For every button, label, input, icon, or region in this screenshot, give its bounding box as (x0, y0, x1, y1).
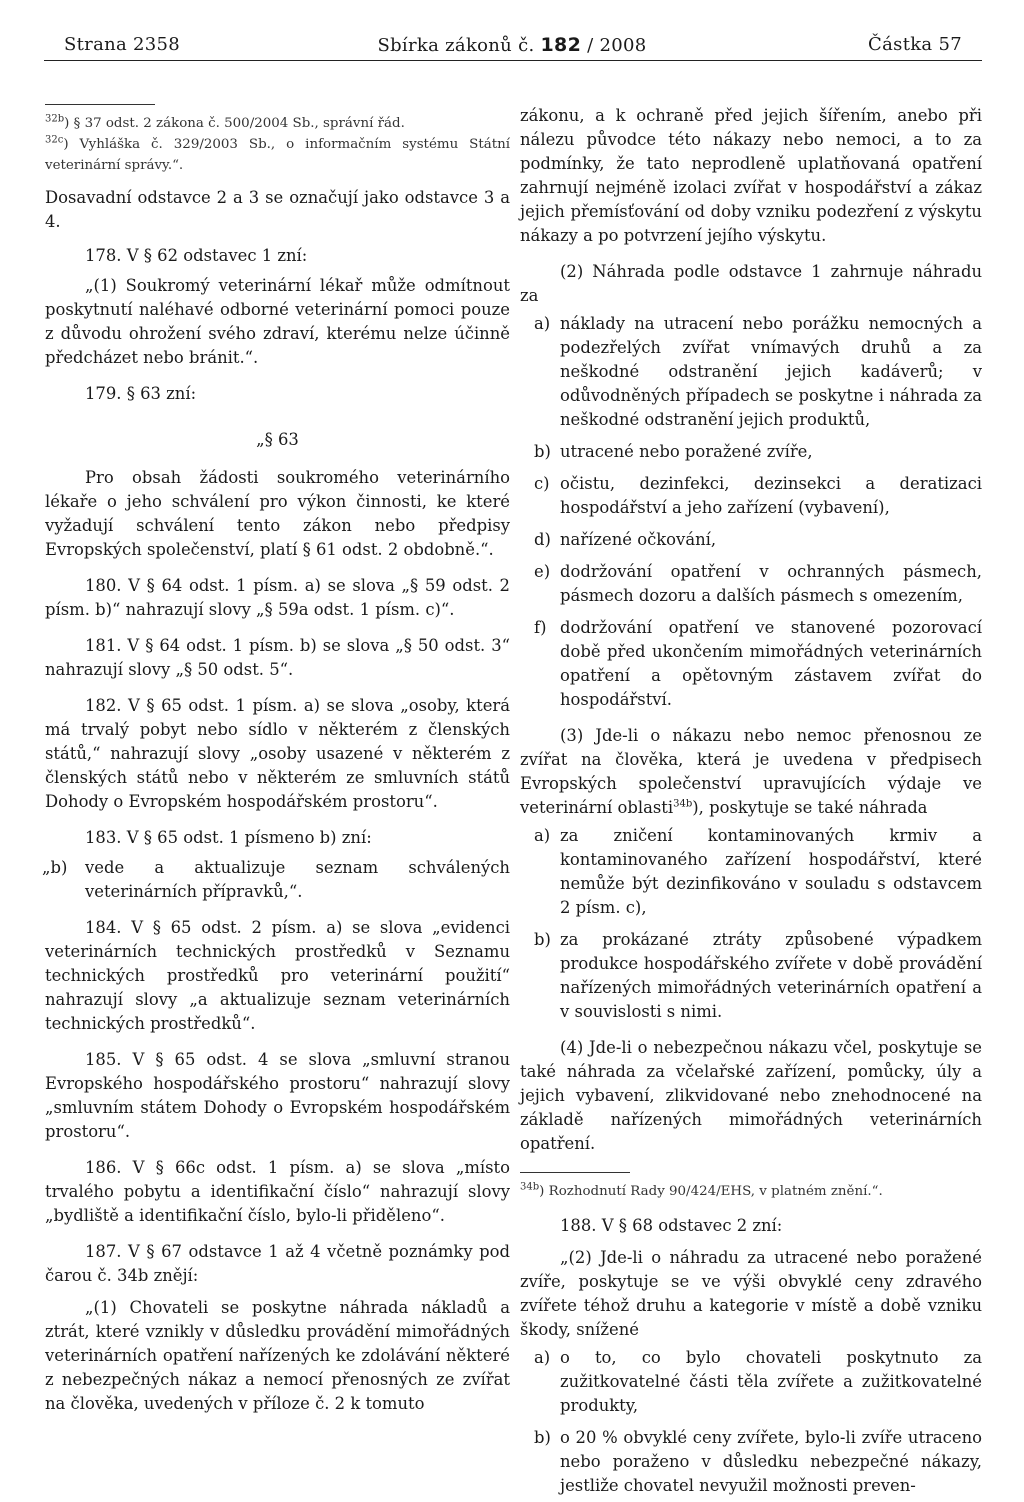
paragraph-continued: zákonu, a k ochraně před jejich šířením, anebo při nálezu původce této nákazy nebo nemoci, a to za podmínky, že tato neprodleně uplatňovaná opatření zahrnují nejméně izolaci zvířat v hospodářství a zákaz jejich přemísťování od doby vzniku podezření z výskytu nákazy a po potvrzení jejího výskytu. (520, 106, 982, 245)
footnote-divider (520, 1172, 630, 1173)
quote-paragraph: „(1) Soukromý veterinární lékař může odmítnout poskytnutí naléhavé odborné veterinární pomoci pouze z důvodu ohrožení svého zdraví, kterému nelze účinně předcházet nebo bránit.“. (45, 276, 510, 367)
page-number: Strana 2358 (64, 34, 181, 55)
footnote-mark: 34b (520, 1181, 540, 1193)
list-text: očistu, dezinfekci, dezinsekci a deratizaci hospodářství a jeho zařízení (vybavení), (560, 474, 982, 517)
collection-title (42, 34, 982, 56)
part-number: Částka 57 (868, 34, 962, 55)
list-text: dodržování opatření v ochranných pásmech, pásmech dozoru a dalších pásmech s omezením, (560, 562, 982, 605)
list-label: d) (534, 530, 551, 549)
amendment-184: 184. V § 65 odst. 2 písm. a) se slova „evidenci veterinárních technických prostředků v Seznamu technických prostředků pro veterinární použití“ nahrazují slovy „a aktualizuje seznam veterinárních technických prostředků“. (45, 918, 510, 1033)
footnote-mark: 32b (45, 113, 65, 125)
footnote-34b (520, 1181, 982, 1202)
list-label: a) (534, 314, 551, 333)
list-label: a) (534, 826, 551, 845)
list-label: c) (534, 474, 550, 493)
list-text: náklady na utracení nebo porážku nemocných a podezřelých zvířat vnímavých druhů a za neškodné odstranění jejich kadáverů; v odůvodněných případech se poskytne i náhrada za neškodné odstranění jejich produktů, (560, 314, 982, 429)
list-label: b) (534, 1428, 551, 1447)
list-item (520, 616, 982, 712)
list-label: a) (534, 1348, 551, 1367)
list-item (42, 856, 510, 904)
footnote-mark: 34b (673, 798, 693, 810)
footnote-divider (45, 104, 155, 105)
list-item (520, 312, 982, 432)
footnote-32b (45, 113, 510, 134)
page-header (42, 30, 982, 62)
list-label: „b) (42, 858, 68, 877)
list-text: utracené nebo poražené zvíře, (560, 442, 813, 461)
list-text: za prokázané ztráty způsobené výpadkem produkce hospodářského zvířete v době provádění nařízených mimořádných veterinárních opatření a v souvislosti s nimi. (560, 930, 982, 1021)
list-paragraph-2 (520, 312, 982, 712)
footnote-text: ) Rozhodnutí Rady 90/424/EHS, v platném znění.“. (539, 1184, 883, 1199)
left-column (42, 104, 510, 1416)
law-year: / 2008 (587, 35, 647, 56)
list-label: e) (534, 562, 551, 581)
paragraph-2: (2) Náhrada podle odstavce 1 zahrnuje náhradu za (520, 262, 982, 305)
paragraph-3 (520, 724, 982, 820)
paragraph-text: (3) Jde-li o nákazu nebo nemoc přenosnou ze zvířat na člověka, která je uvedena v předpisech Evropských společenství upravujících výdaje ve veterinární oblasti (520, 726, 982, 817)
amendment-180: 180. V § 64 odst. 1 písm. a) se slova „§ 59 odst. 2 písm. b)“ nahrazují slovy „§ 59a odst. 1 písm. c)“. (45, 576, 510, 619)
list-item (520, 1346, 982, 1418)
list-text: o to, co bylo chovateli poskytnuto za zužitkovatelné části těla zvířete a zužitkovatelné produkty, (560, 1348, 982, 1415)
list-item (520, 560, 982, 608)
amendment-182: 182. V § 65 odst. 1 písm. a) se slova „osoby, která má trvalý pobyt nebo sídlo v některém z členských států,“ nahrazují slovy „osoby usazené v některém z členských států nebo v některém ze smluvních států Dohody o Evropském hospodářském prostoru“. (45, 696, 510, 811)
list-paragraph-188 (520, 1346, 982, 1498)
list-item (520, 1426, 982, 1498)
footnote-mark: 32c (45, 134, 64, 146)
list-item (520, 928, 982, 1024)
paragraph-text: ), poskytuje se také náhrada (692, 798, 928, 817)
amendment-187: 187. V § 67 odstavce 1 až 4 včetně poznámky pod čarou č. 34b znějí: (45, 1242, 510, 1285)
footnote-text: ) Vyhláška č. 329/2003 Sb., o informačním systému Státní veterinární správy.“. (45, 137, 510, 173)
paragraph: Dosavadní odstavce 2 a 3 se označují jako odstavce 3 a 4. (45, 188, 510, 231)
amendment-185: 185. V § 65 odst. 4 se slova „smluvní stranou Evropského hospodářského prostoru“ nahrazují slovy „smluvním státem Dohody o Evropském hospodářském prostoru“. (45, 1050, 510, 1141)
list-label: b) (534, 442, 551, 461)
footnote-32c (45, 134, 510, 176)
list-item (520, 824, 982, 920)
collection-label: Sbírka zákonů č. (377, 35, 535, 56)
list-text: za zničení kontaminovaných krmiv a kontaminovaného zařízení hospodářství, které nemůže být dezinfikováno v souladu s odstavcem 2 písm. c), (560, 826, 982, 917)
quote-paragraph: „(2) Jde-li o náhradu za utracené nebo poražené zvíře, poskytuje se ve výši obvyklé ceny zdravého zvířete téhož druhu a kategorie v místě a době vzniku škody, snížené (520, 1248, 982, 1339)
list-text: dodržování opatření ve stanovené pozorovací době před ukončením mimořádných veterinárních opatření a opětovným zástavem zvířat do hospodářství. (560, 618, 982, 709)
list-item (520, 440, 982, 464)
quote-paragraph: Pro obsah žádosti soukromého veterinárního lékaře o jeho schválení pro výkon činnosti, ke které vyžadují schválení tento zákon nebo předpisy Evropských společenství, platí § 61 odst. 2 obdobně.“. (45, 468, 510, 559)
amendment-178: 178. V § 62 odstavec 1 zní: (85, 246, 308, 265)
list-item (520, 472, 982, 520)
amendment-179: 179. § 63 zní: (85, 384, 197, 403)
list-text: o 20 % obvyklé ceny zvířete, bylo-li zvíře utraceno nebo poraženo v důsledku nebezpečné nákazy, jestliže chovatel nevyužil možnosti preven- (560, 1428, 982, 1495)
amendment-186: 186. V § 66c odst. 1 písm. a) se slova „místo trvalého pobytu a identifikační číslo“ nahrazují slovy „bydliště a identifikační číslo, bylo-li přiděleno“. (45, 1158, 510, 1225)
amendment-188: 188. V § 68 odstavec 2 zní: (560, 1216, 783, 1235)
header-divider (44, 60, 982, 61)
footnote-text: ) § 37 odst. 2 zákona č. 500/2004 Sb., správní řád. (64, 116, 405, 131)
section-heading: „§ 63 (256, 430, 299, 449)
list-paragraph-3 (520, 824, 982, 1024)
list-text: nařízené očkování, (560, 530, 717, 549)
law-number: 182 (540, 34, 582, 56)
amendment-183: 183. V § 65 odst. 1 písmeno b) zní: (85, 828, 372, 847)
right-column (520, 104, 982, 1498)
list-label: f) (534, 618, 547, 637)
list-text: vede a aktualizuje seznam schválených veterinárních přípravků,“. (85, 858, 510, 901)
amendment-181: 181. V § 64 odst. 1 písm. b) se slova „§ 50 odst. 3“ nahrazují slovy „§ 50 odst. 5“. (45, 636, 510, 679)
list-item (520, 528, 982, 552)
quote-paragraph: „(1) Chovateli se poskytne náhrada nákladů a ztrát, které vznikly v důsledku provádění mimořádných veterinárních opatření nařízených ke zdolávání některé z nebezpečných nákaz a nemocí přenosných ze zvířat na člověka, uvedených v příloze č. 2 k tomuto (45, 1298, 510, 1413)
paragraph-4: (4) Jde-li o nebezpečnou nákazu včel, poskytuje se také náhrada za včelařské zařízení, pomůcky, úly a jejich vybavení, zlikvidované nebo znehodnocené na základě nařízených mimořádných veterinárních opatření. (520, 1038, 982, 1153)
list-label: b) (534, 930, 551, 949)
